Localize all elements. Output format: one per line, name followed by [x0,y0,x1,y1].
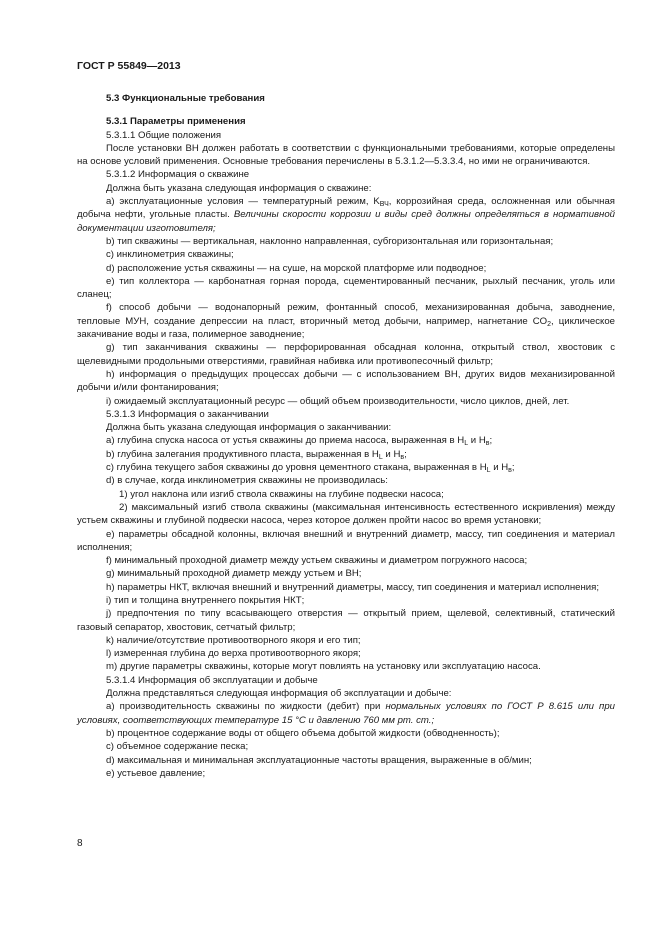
list-item: d) в случае, когда инклинометрия скважины не производилась: [106,475,388,487]
list-item: b) тип скважины — вертикальная, наклонно направленная, субгоризонтальная или горизонтальная; [106,235,554,247]
list-item: a) эксплуатационные условия — температурный режим, $K_{ВЧ}$, коррозийная среда, осложненная или обычная добыча нефти, угольные пласты. Величины скорости коррозии и виды сред должны определяться в нормативной документации изготовителя; [77,196,615,234]
list-item: a) глубина спуска насоса от устья скважины до приема насоса, выраженная в $H_L$ и $H_в$; [106,435,493,448]
list-item: g) минимальный проходной диаметр между устьем и ВН; [106,568,362,580]
list-item: i) тип и толщина внутреннего покрытия НКТ; [106,594,305,606]
list-item: h) параметры НКТ, включая внешний и внутренний диаметры, массу, тип соединения и материал исполнения; [106,581,600,593]
paragraph: Должна представляться следующая информация об эксплуатации и добыче: [106,688,452,700]
clause-heading: 5.3.1.2 Информация о скважине [106,169,250,181]
list-item: e) параметры обсадной колонны, включая внешний и внутренний диаметр, массу, тип соединения и материал исполнения; [77,528,615,553]
document-code: ГОСТ Р 55849—2013 [77,60,181,72]
paragraph: Должна быть указана следующая информация о скважине: [106,182,372,194]
sub-list-item: 1) угол наклона или изгиб ствола скважины на глубине подвески насоса; [119,488,444,500]
list-item: h) информация о предыдущих процессах добычи — с использованием ВН, других видов механизированной добычи и/или фонтанирования; [77,368,615,394]
list-item: e) тип коллектора — карбонатная горная порода, сцементированный песчаник, рыхлый песчаник, уголь или сланец; [77,275,615,301]
sub-list-item: 2) максимальный изгиб ствола скважины (максимальная интенсивность естественного искривления) между устьем скважины и глубиной подвески насоса, через которое должен пройти насос во время установки; [77,501,615,527]
subsection-title: 5.3.1 Параметры применения [106,116,246,128]
list-item: c) глубина текущего забоя скважины до уровня цементного стакана, выраженная в $H_L$ и $H_в$; [106,462,515,475]
list-item: b) глубина залегания продуктивного пласта, выраженная в $H_L$ и $H_в$; [106,448,407,461]
list-item: g) тип заканчивания скважины — перфорированная обсадная колонна, открытый ствол, хвостовик с щелевидными продольными отверстиями, гравийная набивка или противопесочный фильтр; [77,342,615,367]
list-item: a) производительность скважины по жидкости (дебит) при нормальных условиях по ГОСТ Р 8.615 или при условиях, соответствующих температуре 15 °С и давлению 760 мм рт. ст.; [77,701,616,726]
list-item: c) инклинометрия скважины; [106,249,234,261]
page-content [77,92,615,780]
list-item: f) способ добычи — водонапорный режим, фонтанный способ, механизированная добыча, заводнение, тепловые МУН, создание депрессии на пласт, вторичный метод добычи, например, нагнетание $CO_2$, циклическое закачивание воды и газа, полимерное заводнение; [77,302,615,341]
list-item: e) устьевое давление; [106,767,206,779]
list-item: f) минимальный проходной диаметр между устьем скважины и диаметром погружного насоса; [106,555,528,567]
list-item: b) процентное содержание воды от общего объема добытой жидкости (обводненность); [106,727,500,739]
list-item: m) другие параметры скважины, которые могут повлиять на установку или эксплуатацию насоса. [106,661,541,673]
section-title: 5.3 Функциональные требования [106,93,265,104]
list-item: d) расположение устья скважины — на суше, на морской платформе или подводное; [106,262,487,274]
clause-heading: 5.3.1.4 Информация об эксплуатации и добыче [106,674,318,686]
list-item: c) объемное содержание песка; [106,741,249,753]
clause-heading: 5.3.1.1 Общие положения [106,129,222,141]
list-item: k) наличие/отсутствие противоотворного якоря и его тип; [106,634,361,646]
page-number: 8 [77,838,83,849]
list-item: l) измеренная глубина до верха противоотворного якоря; [106,648,361,660]
paragraph: После установки ВН должен работать в соответствии с функциональными требованиями, которые определены на основе условий применения. Основные требования перечислены в 5.3.1.2—5.3.3.4, но ими не ограничиваются. [77,142,615,168]
list-item: j) предпочтения по типу всасывающего отверстия — открытый прием, щелевой, селективный, статический газовый сепаратор, хвостовик, сетчатый фильтр; [77,608,615,633]
list-item: i) ожидаемый эксплуатационный ресурс — общий объем производительности, число циклов, дней, лет. [106,395,570,407]
clause-heading: 5.3.1.3 Информация о заканчивании [106,408,269,420]
paragraph: Должна быть указана следующая информация о заканчивании: [106,422,392,434]
list-item: d) максимальная и минимальная эксплуатационные частоты вращения, выраженные в об/мин; [106,754,532,766]
